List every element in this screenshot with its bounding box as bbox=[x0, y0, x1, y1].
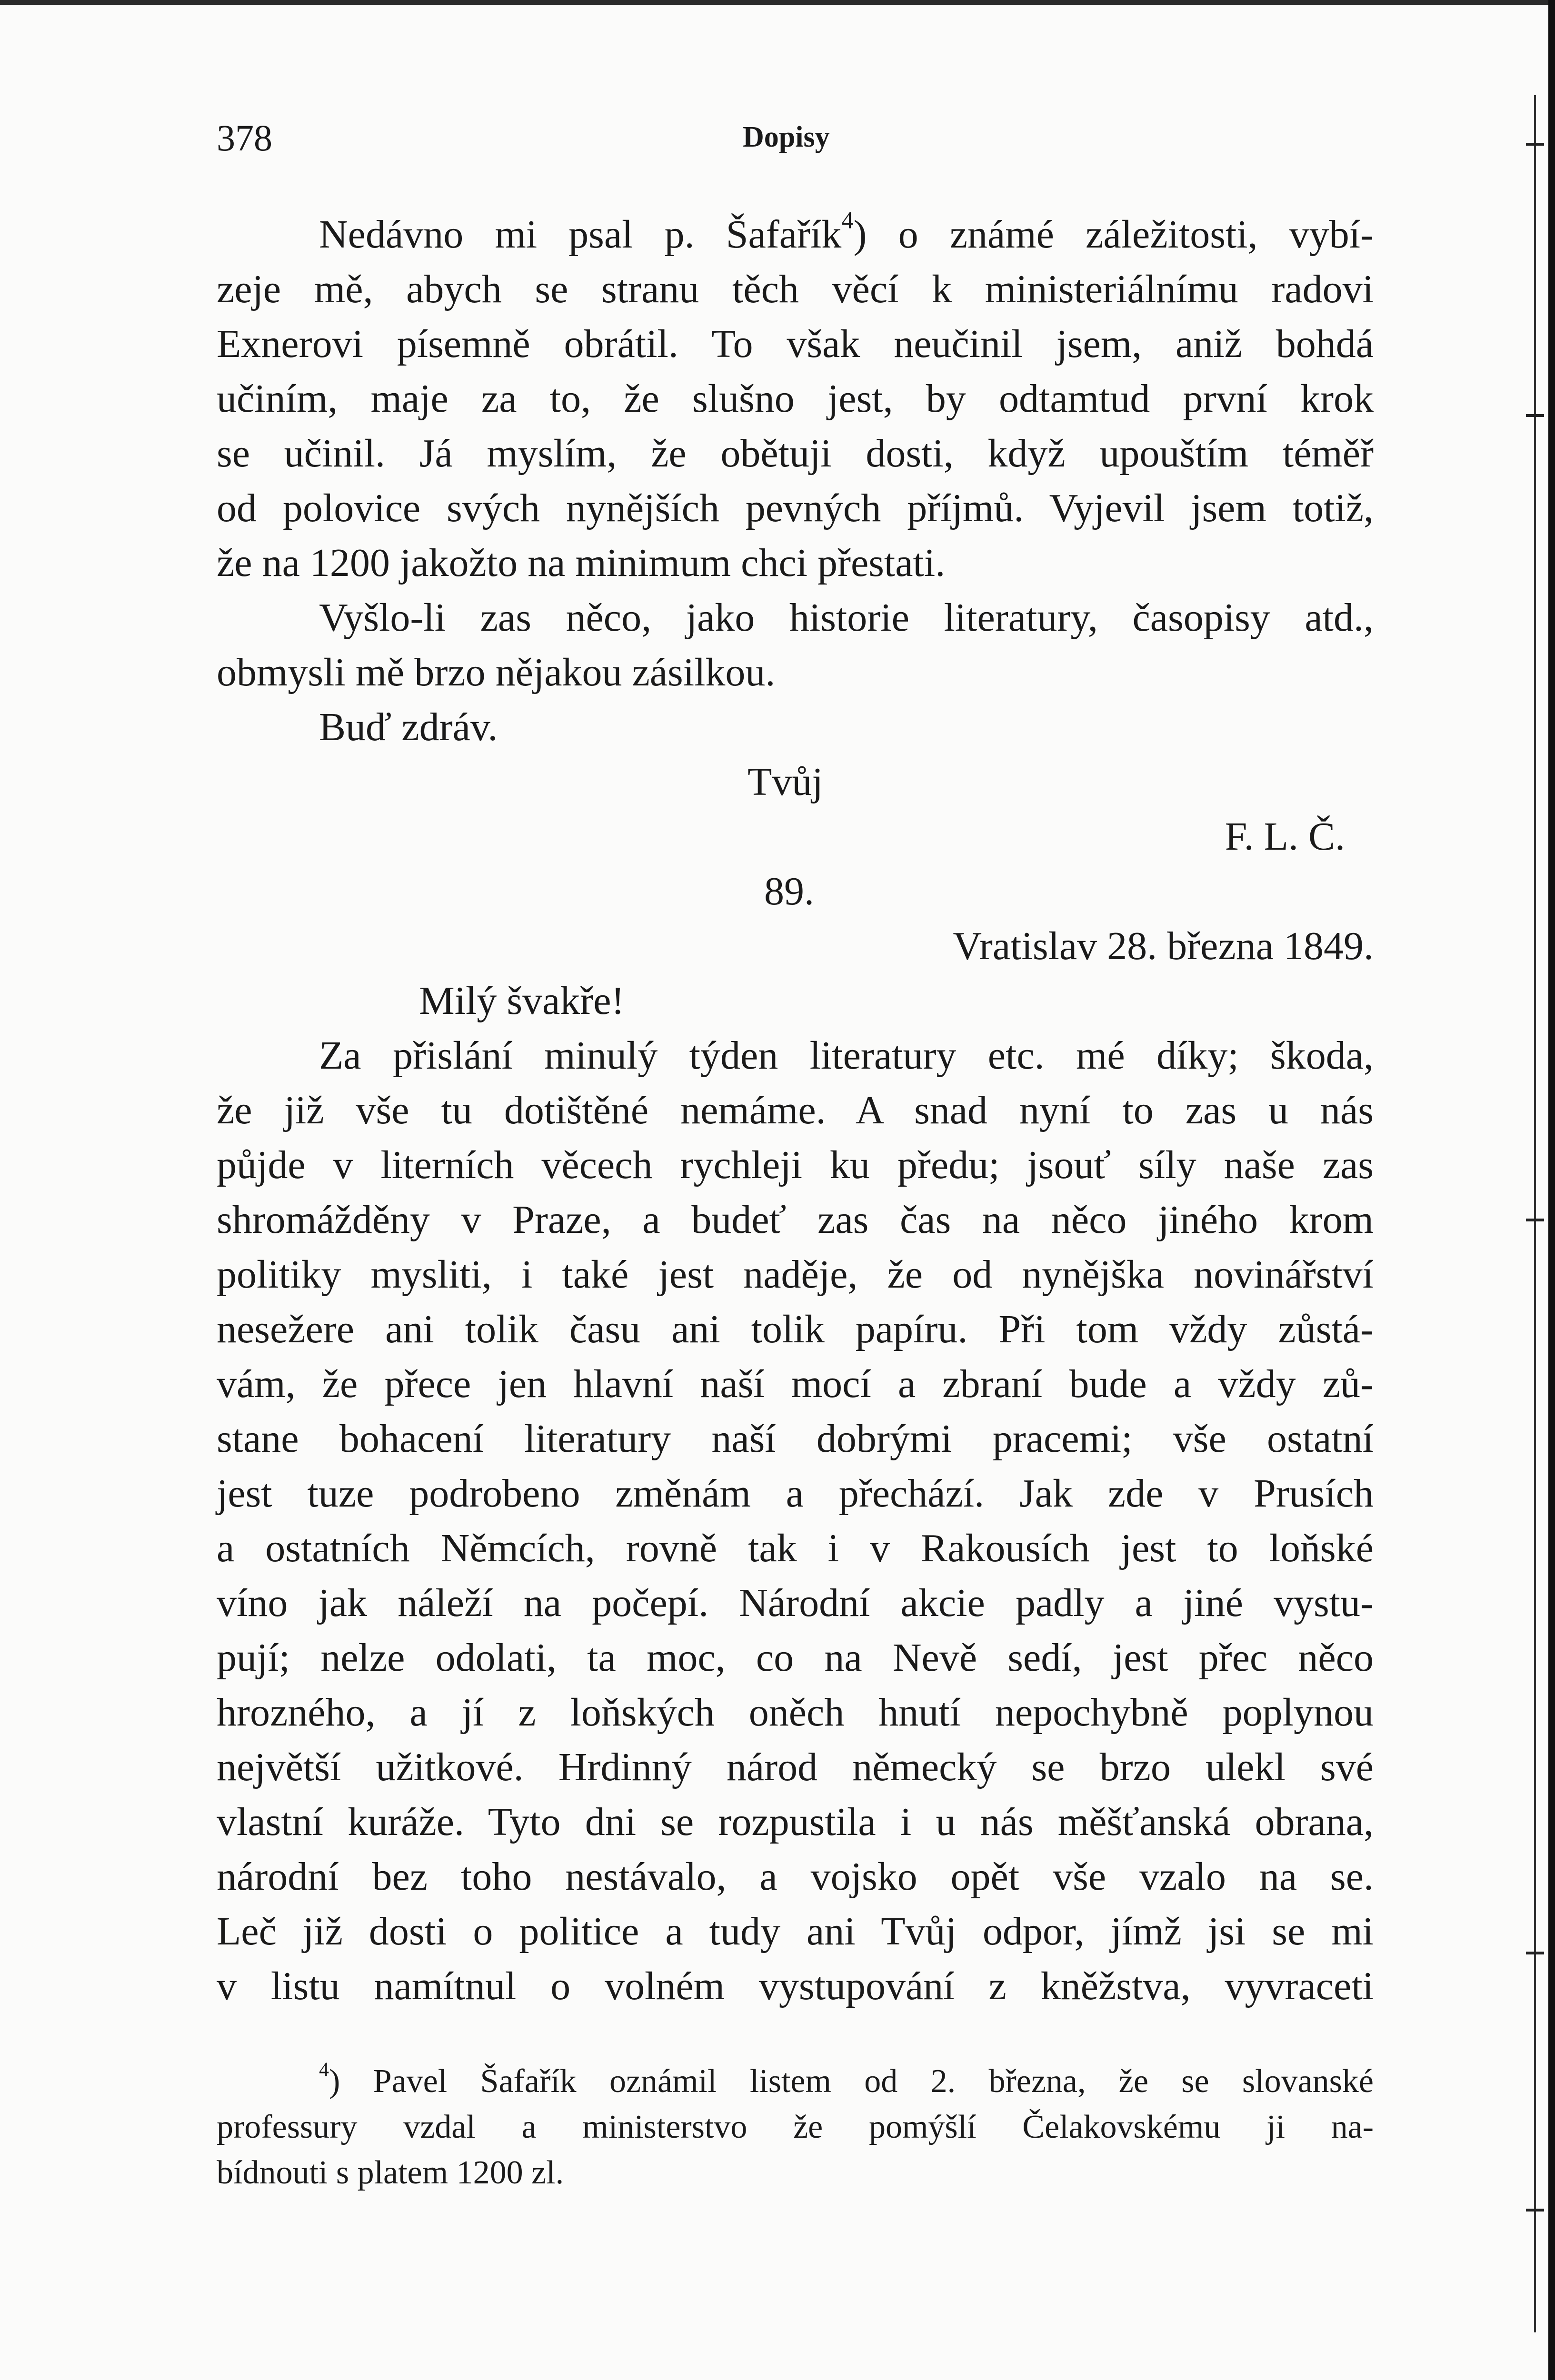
signoff: Tvůj bbox=[748, 760, 823, 804]
scan-right-edge bbox=[1548, 0, 1555, 2380]
signature-initials: F. L. Č. bbox=[1225, 814, 1345, 859]
body-line: politiky mysliti, i také jest naděje, že od nynějška novinářství bbox=[217, 1252, 1374, 1297]
body-line: obmysli mě brzo nějakou zásilkou. bbox=[217, 650, 776, 694]
running-head: Dopisy bbox=[743, 121, 830, 153]
scan-margin-line bbox=[1534, 95, 1536, 2332]
body-line: půjde v literních věcech rychleji ku předu; jsouť síly naše zas bbox=[217, 1143, 1374, 1187]
footnote-line: bídnouti s platem 1200 zl. bbox=[217, 2154, 564, 2191]
scan-mark bbox=[1526, 414, 1544, 417]
scan-mark bbox=[1526, 2209, 1544, 2211]
body-line: jest tuze podrobeno změnám a přechází. Jak zde v Prusích bbox=[217, 1471, 1374, 1516]
page-header bbox=[0, 117, 1555, 164]
salutation: Milý švakře! bbox=[419, 979, 625, 1023]
body-line: že již vše tu dotištěné nemáme. A snad nyní to zas u nás bbox=[217, 1088, 1374, 1132]
body-line: shromážděny v Praze, a budeť zas čas na něco jiného krom bbox=[217, 1198, 1374, 1242]
body-line: vám, že přece jen hlavní naší mocí a zbraní bude a vždy zů- bbox=[217, 1362, 1374, 1406]
body-line: největší užitkové. Hrdinný národ německý se brzo ulekl své bbox=[217, 1745, 1374, 1789]
body-line: a ostatních Němcích, rovně tak i v Rakousích jest to loňské bbox=[217, 1526, 1374, 1570]
footnote-line: $^4$) Pavel Šafařík oznámil listem od 2. března, že se slovanské bbox=[319, 2059, 1374, 2100]
footnote-ref: 4 bbox=[841, 207, 854, 234]
body-line: Za přislání minulý týden literatury etc. mé díky; škoda, bbox=[319, 1033, 1374, 1078]
letter-number: 89. bbox=[764, 869, 814, 913]
scan-mark bbox=[1526, 1952, 1544, 1954]
body-line: Nedávno mi psal p. Šafařík$^4$) o známé záležitosti, vybí- bbox=[319, 207, 1374, 257]
closing: Buď zdráv. bbox=[319, 705, 498, 749]
scan-mark bbox=[1526, 1219, 1544, 1221]
body-line: zeje mě, abych se stranu těch věcí k ministeriálnímu radovi bbox=[217, 267, 1374, 311]
body-line: Vyšlo-li zas něco, jako historie literatury, časopisy atd., bbox=[319, 595, 1374, 640]
body-line: pují; nelze odolati, ta moc, co na Nevě sedí, jest přec něco bbox=[217, 1636, 1374, 1680]
body-line: stane bohacení literatury naší dobrými pracemi; vše ostatní bbox=[217, 1417, 1374, 1461]
body-line: víno jak náleží na počepí. Národní akcie padly a jiné vystu- bbox=[217, 1581, 1374, 1625]
body-line: od polovice svých nynějších pevných příjmů. Vyjevil jsem totiž, bbox=[217, 486, 1374, 530]
body-line: učiním, maje za to, že slušno jest, by odtamtud první krok bbox=[217, 377, 1374, 421]
page-number: 378 bbox=[217, 117, 272, 159]
body-line: Leč již dosti o politice a tudy ani Tvůj odpor, jímž jsi se mi bbox=[217, 1909, 1374, 1954]
body-line: vlastní kuráže. Tyto dni se rozpustila i u nás měšťanská obrana, bbox=[217, 1800, 1374, 1844]
dateline: Vratislav 28. března 1849. bbox=[953, 924, 1374, 968]
body-line: v listu namítnul o volném vystupování z kněžstva, vyvraceti bbox=[217, 1964, 1374, 2008]
footnote-line: professury vzdal a ministerstvo že pomýšlí Čelakovskému ji na- bbox=[217, 2109, 1374, 2145]
footnotes bbox=[217, 2059, 1374, 2196]
letter-body bbox=[217, 207, 1374, 2013]
scan-top-edge bbox=[0, 0, 1555, 5]
body-line: národní bez toho nestávalo, a vojsko opět vše vzalo na se. bbox=[217, 1854, 1374, 1899]
footnote-marker: 4 bbox=[319, 2059, 329, 2081]
body-line: nesežere ani tolik času ani tolik papíru. Při tom vždy zůstá- bbox=[217, 1307, 1374, 1351]
body-line: že na 1200 jakožto na minimum chci přestati. bbox=[217, 541, 946, 585]
body-line: Exnerovi písemně obrátil. To však neučinil jsem, aniž bohdá bbox=[217, 322, 1374, 366]
body-line: se učinil. Já myslím, že obětuji dosti, když upouštím téměř bbox=[217, 431, 1374, 476]
body-line: hrozného, a jí z loňských oněch hnutí nepochybně poplynou bbox=[217, 1690, 1374, 1735]
